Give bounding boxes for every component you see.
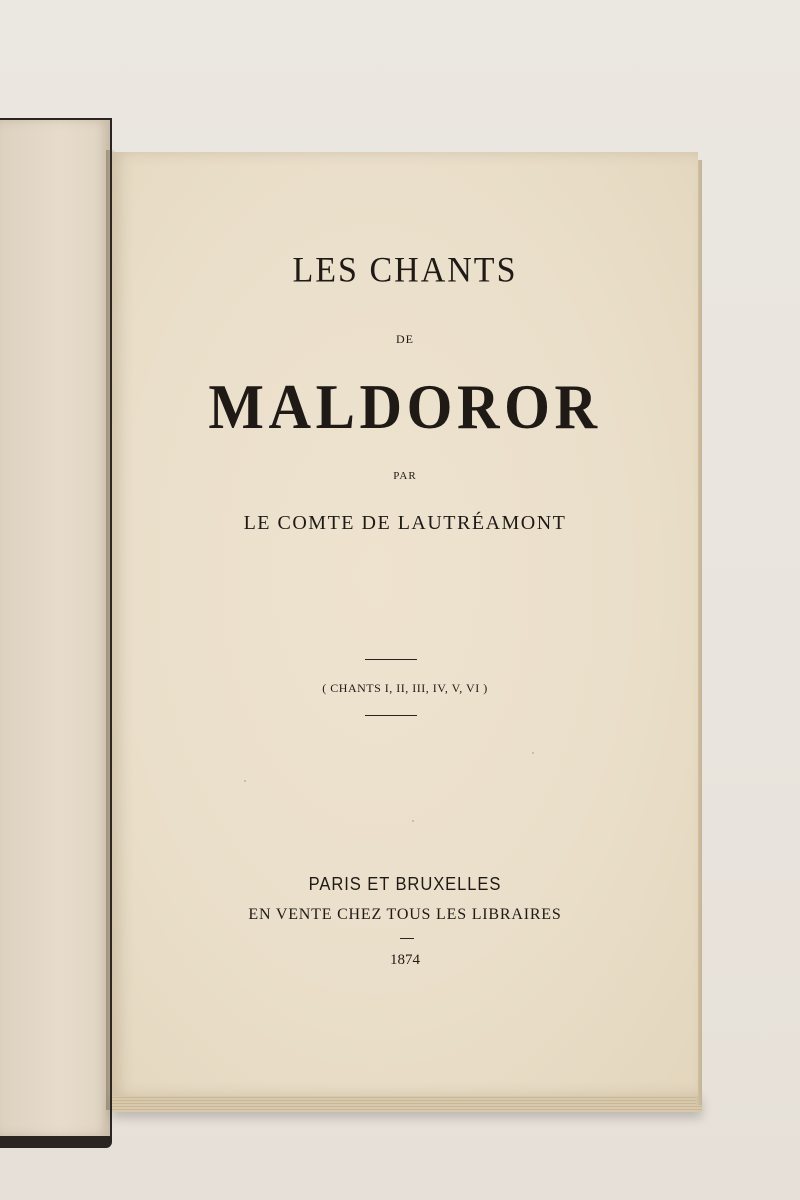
title-page xyxy=(112,152,698,1096)
title-connector: DE xyxy=(396,332,414,346)
contents-note: ( CHANTS I, II, III, IV, V, VI ) xyxy=(322,681,488,695)
title-line-1: LES CHANTS xyxy=(292,251,518,290)
sale-note: EN VENTE CHEZ TOUS LES LIBRAIRES xyxy=(248,906,562,923)
divider-short xyxy=(400,938,414,939)
paper-fleck xyxy=(244,780,246,782)
paper-fleck xyxy=(412,820,414,822)
by-line: PAR xyxy=(393,470,417,482)
divider-top xyxy=(365,659,417,660)
left-page xyxy=(0,120,110,1136)
publication-place: PARIS ET BRUXELLES xyxy=(308,874,502,894)
publication-year: 1874 xyxy=(390,952,420,968)
author-name: LE COMTE DE LAUTRÉAMONT xyxy=(243,512,567,534)
divider-bottom xyxy=(365,715,417,716)
paper-fleck xyxy=(532,752,534,754)
main-title: MALDOROR xyxy=(208,371,602,442)
